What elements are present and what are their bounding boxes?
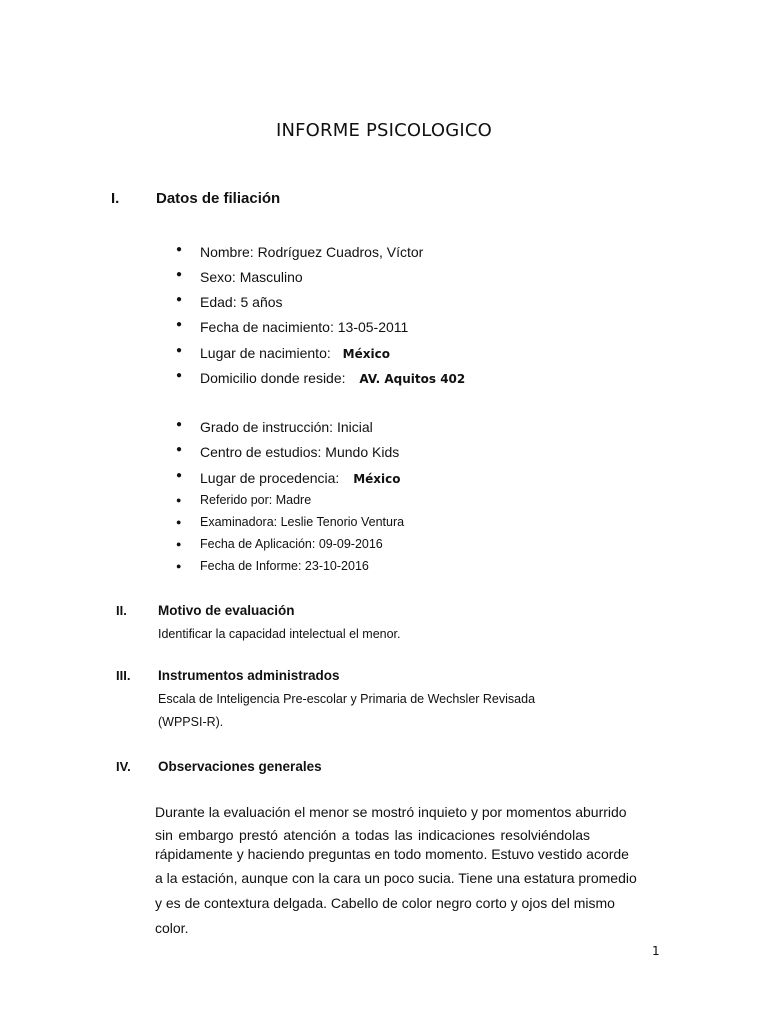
page-number: 1 <box>652 944 660 958</box>
field-value: AV. Aquitos 402 <box>359 372 466 386</box>
field-value: México <box>342 347 390 361</box>
bullet-icon: ● <box>176 561 182 571</box>
bullet-icon: ● <box>176 419 183 430</box>
section-text-line: Escala de Inteligencia Pre-escolar y Primaria de Wechsler Revisada <box>158 692 536 706</box>
bullet-icon: ● <box>176 269 183 280</box>
document-page: INFORME PSICOLOGICO I. Datos de filiación ● Nombre: Rodríguez Cuadros, Víctor ● Sexo: Masculino ● Edad: 5 años ● Fecha de nacimiento: 13-05-2011 ● Lugar de nacimiento: México ● Domicilio donde reside: AV. Aquitos 402 ● Grado de instrucción: Inicial ● Centro de estudios: Mundo Kids ● Lugar de procedencia: México ● Referido por: Madre ● Examinadora: Leslie Tenorio Ventura ● Fecha de Aplicación: 09-09-2016 ● Fecha de Informe: 23-10-2016 II. Motivo de evaluación Identificar la capacidad intelectual el menor. III. Instrumentos administrados Escala de Inteligencia Pre-escolar y Primaria de Wechsler Revisada (WPPSI-R). IV. Observaciones generales Durante la evaluación el menor se mostró inquieto y por momentos aburrido sin embargo prestó atención a todas las indicaciones resolviéndolas rápidamente y haciendo preguntas en todo momento. Estuvo vestido acorde a la estación, aunque con la cara un poco sucia. Tiene una estatura promedio y es de contextura delgada. Cabello de color negro corto y ojos del mismo color. 1 <box>0 0 768 1024</box>
section-number: II. <box>116 603 127 618</box>
paragraph-line: color. <box>155 920 189 936</box>
section-text-line: (WPPSI-R). <box>158 715 224 729</box>
section-number: III. <box>116 668 131 683</box>
bullet-icon: ● <box>176 470 183 481</box>
paragraph-line: y es de contextura delgada. Cabello de color negro corto y ojos del mismo <box>155 895 615 911</box>
bullet-icon: ● <box>176 244 183 255</box>
bullet-icon: ● <box>176 444 183 455</box>
paragraph-line: rápidamente y haciendo preguntas en todo momento. Estuvo vestido acorde <box>155 846 629 862</box>
field-value: México <box>353 472 401 486</box>
paragraph-line: sin embargo prestó atención a todas las indicaciones resolviéndolas <box>155 827 590 843</box>
bullet-icon: ● <box>176 495 182 505</box>
bullet-icon: ● <box>176 294 183 305</box>
section-title: Datos de filiación <box>156 190 281 207</box>
bullet-icon: ● <box>176 370 183 381</box>
bullet-icon: ● <box>176 539 182 549</box>
section-text: Identificar la capacidad intelectual el menor. <box>158 627 401 641</box>
section-title: Instrumentos administrados <box>158 668 340 683</box>
section-title: Observaciones generales <box>158 759 322 774</box>
section-number: IV. <box>116 759 131 774</box>
bullet-icon: ● <box>176 517 182 527</box>
bullet-icon: ● <box>176 319 183 330</box>
section-title: Motivo de evaluación <box>158 603 295 618</box>
bullet-icon: ● <box>176 345 183 356</box>
document-title: INFORME PSICOLOGICO <box>275 120 493 141</box>
paragraph-line: a la estación, aunque con la cara un poco sucia. Tiene una estatura promedio <box>155 870 637 886</box>
paragraph-line: Durante la evaluación el menor se mostró inquieto y por momentos aburrido <box>155 804 627 820</box>
section-number: I. <box>111 190 120 207</box>
